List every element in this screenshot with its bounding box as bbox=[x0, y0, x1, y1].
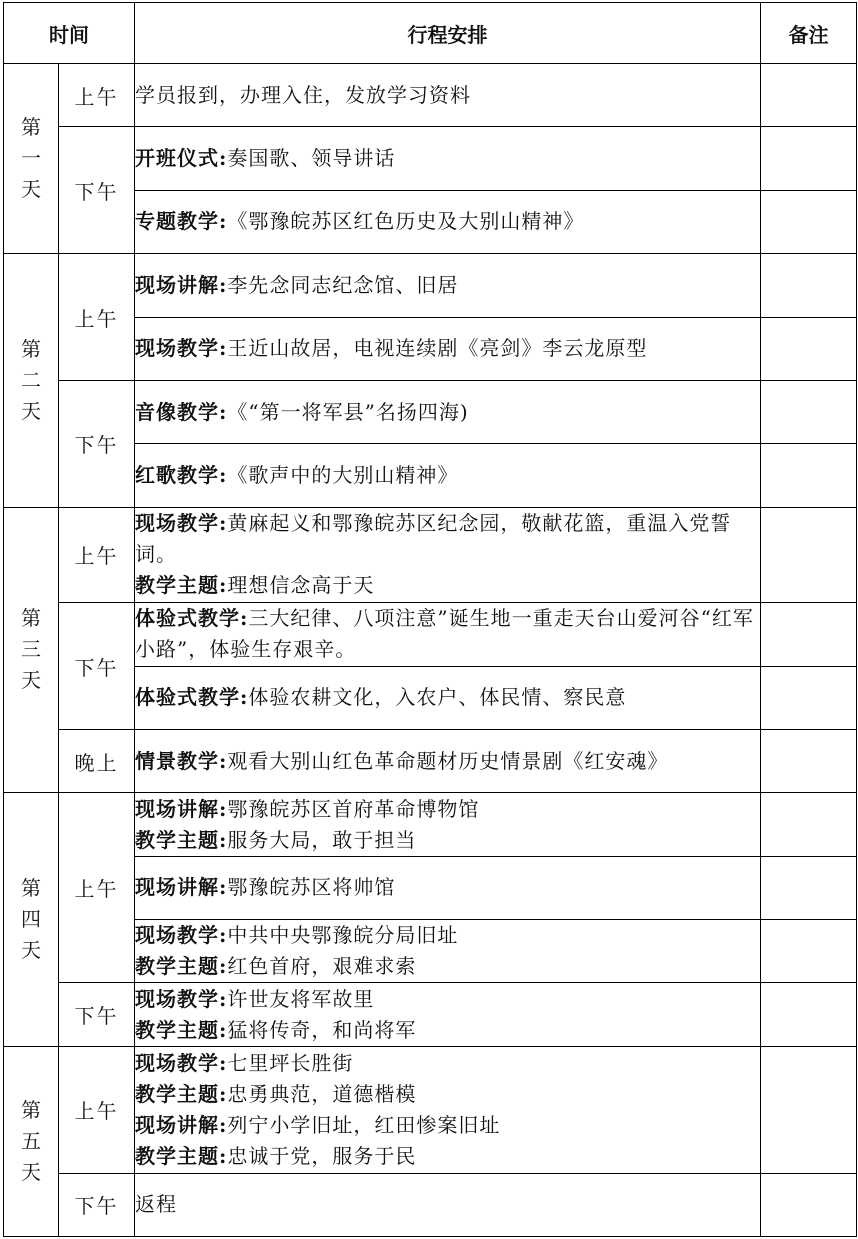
entry-line bbox=[135, 1015, 760, 1046]
notes-cell bbox=[761, 983, 857, 1046]
entry-category: 现场教学: bbox=[135, 1050, 228, 1075]
entry-text: 《鄂豫皖苏区红色历史及大别山精神》 bbox=[227, 209, 585, 234]
entry-line bbox=[135, 270, 760, 301]
entry-category: 体验式教学: bbox=[135, 606, 249, 631]
period-label: 下午 bbox=[59, 983, 135, 1046]
entry-line bbox=[135, 603, 760, 665]
notes-cell bbox=[761, 920, 857, 983]
schedule-row bbox=[4, 1046, 857, 1173]
schedule-entry bbox=[135, 190, 761, 253]
notes-cell bbox=[761, 444, 857, 507]
entry-text: 返程 bbox=[135, 1192, 177, 1217]
entry-line bbox=[135, 1110, 760, 1141]
entry-line bbox=[135, 397, 760, 428]
schedule-entry bbox=[135, 1046, 761, 1173]
entry-category: 教学主题: bbox=[135, 954, 228, 979]
entry-category: 现场教学: bbox=[135, 511, 228, 536]
schedule-row bbox=[4, 1173, 857, 1236]
entry-category: 教学主题: bbox=[135, 1143, 228, 1168]
schedule-row bbox=[4, 380, 857, 443]
header-notes: 备注 bbox=[761, 3, 857, 64]
schedule-entry bbox=[135, 254, 761, 317]
entry-category: 开班仪式: bbox=[135, 146, 228, 171]
entry-category: 音像教学: bbox=[135, 399, 228, 424]
header-time: 时间 bbox=[4, 3, 135, 64]
schedule-entry bbox=[135, 920, 761, 983]
day-label-char: 天 bbox=[21, 398, 41, 423]
schedule-row bbox=[4, 127, 857, 190]
schedule-row bbox=[4, 507, 857, 603]
entry-category: 教学主题: bbox=[135, 1017, 228, 1042]
entry-text: 观看大别山红色革命题材历史情景剧《红安魂》 bbox=[227, 748, 669, 773]
day-label-char: 天 bbox=[21, 177, 41, 202]
notes-cell bbox=[761, 190, 857, 253]
day-label-char: 天 bbox=[21, 1159, 41, 1184]
entry-text: 黄麻起义和鄂豫皖苏区纪念园，敬献花篮，重温入党誓词。 bbox=[135, 511, 732, 567]
schedule-entry bbox=[135, 793, 761, 856]
schedule-entry bbox=[135, 507, 761, 603]
period-label: 上午 bbox=[59, 1046, 135, 1173]
day-label-char: 第 bbox=[21, 115, 41, 140]
entry-line bbox=[135, 206, 760, 237]
entry-category: 现场讲解: bbox=[135, 875, 228, 900]
entry-category: 红歌教学: bbox=[135, 462, 228, 487]
entry-category: 体验式教学: bbox=[135, 685, 249, 710]
schedule-entry bbox=[135, 729, 761, 792]
notes-cell bbox=[761, 1173, 857, 1236]
day-label bbox=[4, 507, 59, 793]
entry-text: 学员报到，办理入住，发放学习资料 bbox=[135, 82, 471, 107]
period-label: 晚上 bbox=[59, 729, 135, 792]
notes-cell bbox=[761, 380, 857, 443]
entry-text: 鄂豫皖苏区将帅馆 bbox=[227, 875, 396, 900]
entry-text: 忠诚于党，服务于民 bbox=[227, 1143, 417, 1168]
schedule-row bbox=[4, 603, 857, 666]
entry-line bbox=[135, 825, 760, 856]
day-label bbox=[4, 1046, 59, 1236]
notes-cell bbox=[761, 793, 857, 856]
schedule-entry bbox=[135, 380, 761, 443]
schedule-entry bbox=[135, 64, 761, 127]
notes-cell bbox=[761, 254, 857, 317]
entry-line bbox=[135, 1079, 760, 1110]
entry-category: 教学主题: bbox=[135, 827, 228, 852]
schedule-entry bbox=[135, 444, 761, 507]
entry-line bbox=[135, 80, 760, 111]
entry-line bbox=[135, 1048, 760, 1079]
day-label-char: 第 bbox=[21, 876, 41, 901]
day-label-char: 第 bbox=[21, 606, 41, 631]
period-label: 下午 bbox=[59, 1173, 135, 1236]
entry-line bbox=[135, 682, 760, 713]
entry-line bbox=[135, 872, 760, 903]
entry-line bbox=[135, 143, 760, 174]
entry-text: 红色首府，艰难求索 bbox=[227, 954, 417, 979]
header-schedule: 行程安排 bbox=[135, 3, 761, 64]
entry-line bbox=[135, 1141, 760, 1172]
entry-category: 现场教学: bbox=[135, 336, 228, 361]
day-label-char: 五 bbox=[21, 1128, 41, 1153]
notes-cell bbox=[761, 64, 857, 127]
notes-cell bbox=[761, 666, 857, 729]
period-label: 上午 bbox=[59, 793, 135, 983]
notes-cell bbox=[761, 729, 857, 792]
schedule-entry bbox=[135, 127, 761, 190]
schedule-row bbox=[4, 254, 857, 317]
entry-line bbox=[135, 746, 760, 777]
notes-cell bbox=[761, 507, 857, 603]
schedule-row bbox=[4, 793, 857, 856]
notes-cell bbox=[761, 317, 857, 380]
notes-cell bbox=[761, 1046, 857, 1173]
entry-text: 王近山故居，电视连续剧《亮剑》李云龙原型 bbox=[227, 336, 648, 361]
notes-cell bbox=[761, 856, 857, 919]
entry-line bbox=[135, 460, 760, 491]
day-label-char: 二 bbox=[21, 367, 41, 392]
schedule-entry bbox=[135, 856, 761, 919]
period-label: 上午 bbox=[59, 254, 135, 381]
entry-text: 列宁小学旧址，红田惨案旧址 bbox=[227, 1112, 501, 1137]
entry-text: 七里坪长胜街 bbox=[227, 1050, 354, 1075]
day-label-char: 第 bbox=[21, 1097, 41, 1122]
entry-category: 现场讲解: bbox=[135, 272, 228, 297]
day-label-char: 三 bbox=[21, 637, 41, 662]
entry-category: 情景教学: bbox=[135, 748, 228, 773]
entry-text: 许世友将军故里 bbox=[227, 986, 375, 1011]
entry-text: 忠勇典范，道德楷模 bbox=[227, 1081, 417, 1106]
entry-text: 猛将传奇，和尚将军 bbox=[227, 1017, 417, 1042]
entry-category: 现场教学: bbox=[135, 923, 228, 948]
entry-text: 三大纪律、八项注意”诞生地一重走天台山爱河谷“红军小路”，体验生存艰辛。 bbox=[135, 606, 754, 662]
entry-category: 现场讲解: bbox=[135, 1112, 228, 1137]
day-label-char: 一 bbox=[21, 146, 41, 171]
notes-cell bbox=[761, 127, 857, 190]
entry-category: 教学主题: bbox=[135, 573, 228, 598]
entry-text: 服务大局，敢于担当 bbox=[227, 827, 417, 852]
entry-line bbox=[135, 570, 760, 601]
day-label-char: 第 bbox=[21, 336, 41, 361]
period-label: 下午 bbox=[59, 603, 135, 730]
entry-line bbox=[135, 984, 760, 1015]
header-row bbox=[4, 3, 857, 64]
entry-category: 专题教学: bbox=[135, 209, 228, 234]
schedule-entry bbox=[135, 1173, 761, 1236]
entry-text: 李先念同志纪念馆、旧居 bbox=[227, 272, 459, 297]
entry-category: 现场讲解: bbox=[135, 796, 228, 821]
entry-line bbox=[135, 920, 760, 951]
day-label-char: 天 bbox=[21, 938, 41, 963]
entry-line bbox=[135, 794, 760, 825]
entry-text: 鄂豫皖苏区首府革命博物馆 bbox=[227, 796, 480, 821]
entry-line bbox=[135, 951, 760, 982]
schedule-row bbox=[4, 983, 857, 1046]
entry-category: 教学主题: bbox=[135, 1081, 228, 1106]
period-label: 下午 bbox=[59, 127, 135, 254]
entry-text: 《“第一将军县”名扬四海) bbox=[227, 399, 469, 424]
period-label: 上午 bbox=[59, 64, 135, 127]
entry-line bbox=[135, 508, 760, 570]
entry-line bbox=[135, 1189, 760, 1220]
day-label bbox=[4, 64, 59, 254]
entry-text: 理想信念高于天 bbox=[227, 573, 375, 598]
day-label bbox=[4, 254, 59, 508]
schedule-entry bbox=[135, 666, 761, 729]
notes-cell bbox=[761, 603, 857, 666]
entry-category: 现场教学: bbox=[135, 986, 228, 1011]
schedule-row bbox=[4, 729, 857, 792]
entry-text: 中共中央鄂豫皖分局旧址 bbox=[227, 923, 459, 948]
period-label: 下午 bbox=[59, 380, 135, 507]
period-label: 上午 bbox=[59, 507, 135, 603]
day-label bbox=[4, 793, 59, 1047]
entry-text: 体验农耕文化，入农户、体民情、察民意 bbox=[248, 685, 627, 710]
day-label-char: 天 bbox=[21, 668, 41, 693]
schedule-body bbox=[4, 64, 857, 1237]
schedule-table bbox=[3, 2, 857, 1237]
schedule-entry bbox=[135, 317, 761, 380]
entry-line bbox=[135, 333, 760, 364]
schedule-entry bbox=[135, 983, 761, 1046]
schedule-entry bbox=[135, 603, 761, 666]
entry-text: 奏国歌、领导讲话 bbox=[227, 146, 396, 171]
schedule-row bbox=[4, 64, 857, 127]
day-label-char: 四 bbox=[21, 907, 41, 932]
entry-text: 《歌声中的大别山精神》 bbox=[227, 462, 459, 487]
